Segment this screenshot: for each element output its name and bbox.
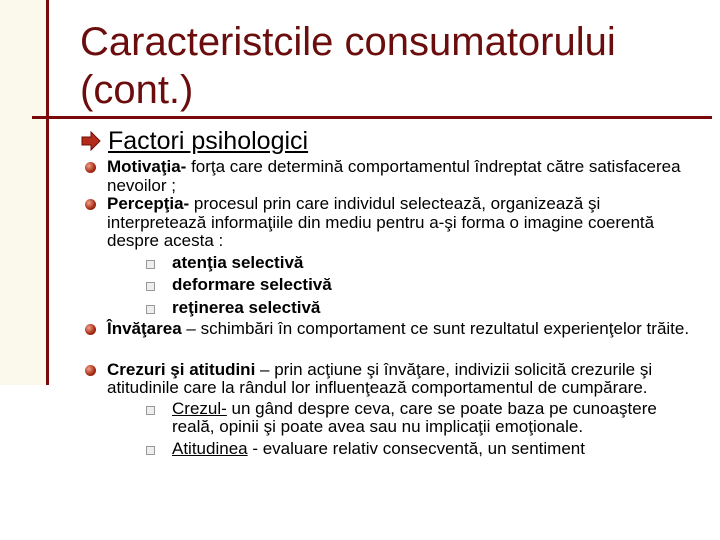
bullet-icon (85, 199, 96, 210)
sub-item-distortion (80, 276, 700, 295)
term-motivation: Motivaţia- (107, 157, 187, 176)
definition-beliefs: – prin acţiune şi învăţare, indivizii solicită crezurile şi atitudinile care la rândul lor influenţează comportamentul de cumpărare. (107, 359, 653, 397)
list-item-beliefs (80, 361, 700, 398)
term-beliefs: Crezuri şi atitudini (107, 359, 256, 379)
term-perception: Percepţia- (107, 194, 190, 213)
square-bullet-icon (146, 446, 155, 455)
bullet-icon (85, 324, 96, 335)
definition-belief: un gând despre ceva, care se poate baza pe cunoaştere reală, opinii şi poate avea sau nu implicaţii emoţionale. (172, 398, 657, 436)
sub-item-attitude (80, 440, 700, 459)
bullet-icon (85, 365, 96, 376)
sub-item-retention (80, 299, 700, 318)
list-item-learning (80, 320, 700, 339)
definition-perception: procesul prin care individul selectează, organizează şi interpretează informaţiile din mediu pentru a-şi forma o imagine coerentă despre acesta : (107, 194, 655, 250)
slide-content (80, 158, 700, 458)
title-divider (32, 116, 712, 119)
list-item-motivation (80, 158, 700, 195)
sub-item-belief (80, 400, 700, 437)
sub-item-label: reţinerea selectivă (172, 297, 321, 317)
list-item-perception (80, 195, 700, 251)
section-heading (80, 126, 308, 156)
square-bullet-icon (146, 282, 155, 291)
square-bullet-icon (146, 305, 155, 314)
definition-learning: – schimbări în comportament ce sunt rezultatul experienţelor trăite. (181, 319, 690, 338)
term-attitude: Atitudinea (172, 438, 248, 458)
definition-attitude: - evaluare relativ consecventă, un sentiment (247, 438, 585, 458)
spacer (80, 339, 700, 361)
sub-item-attention (80, 254, 700, 273)
square-bullet-icon (146, 260, 155, 269)
arrow-bullet-icon (80, 130, 102, 152)
bullet-icon (85, 162, 96, 173)
term-belief: Crezul- (172, 398, 227, 418)
left-decorative-bar (0, 0, 49, 385)
square-bullet-icon (146, 406, 155, 415)
definition-motivation: forţa care determină comportamentul îndreptat către satisfacerea nevoilor ; (107, 157, 681, 195)
section-heading-label: Factori psihologici (108, 127, 309, 155)
slide-title: Caracteristcile consumatorului (cont.) (80, 20, 616, 112)
sub-item-label: atenţia selectivă (172, 252, 304, 272)
sub-item-label: deformare selectivă (172, 275, 332, 294)
term-learning: Învăţarea (107, 319, 182, 338)
